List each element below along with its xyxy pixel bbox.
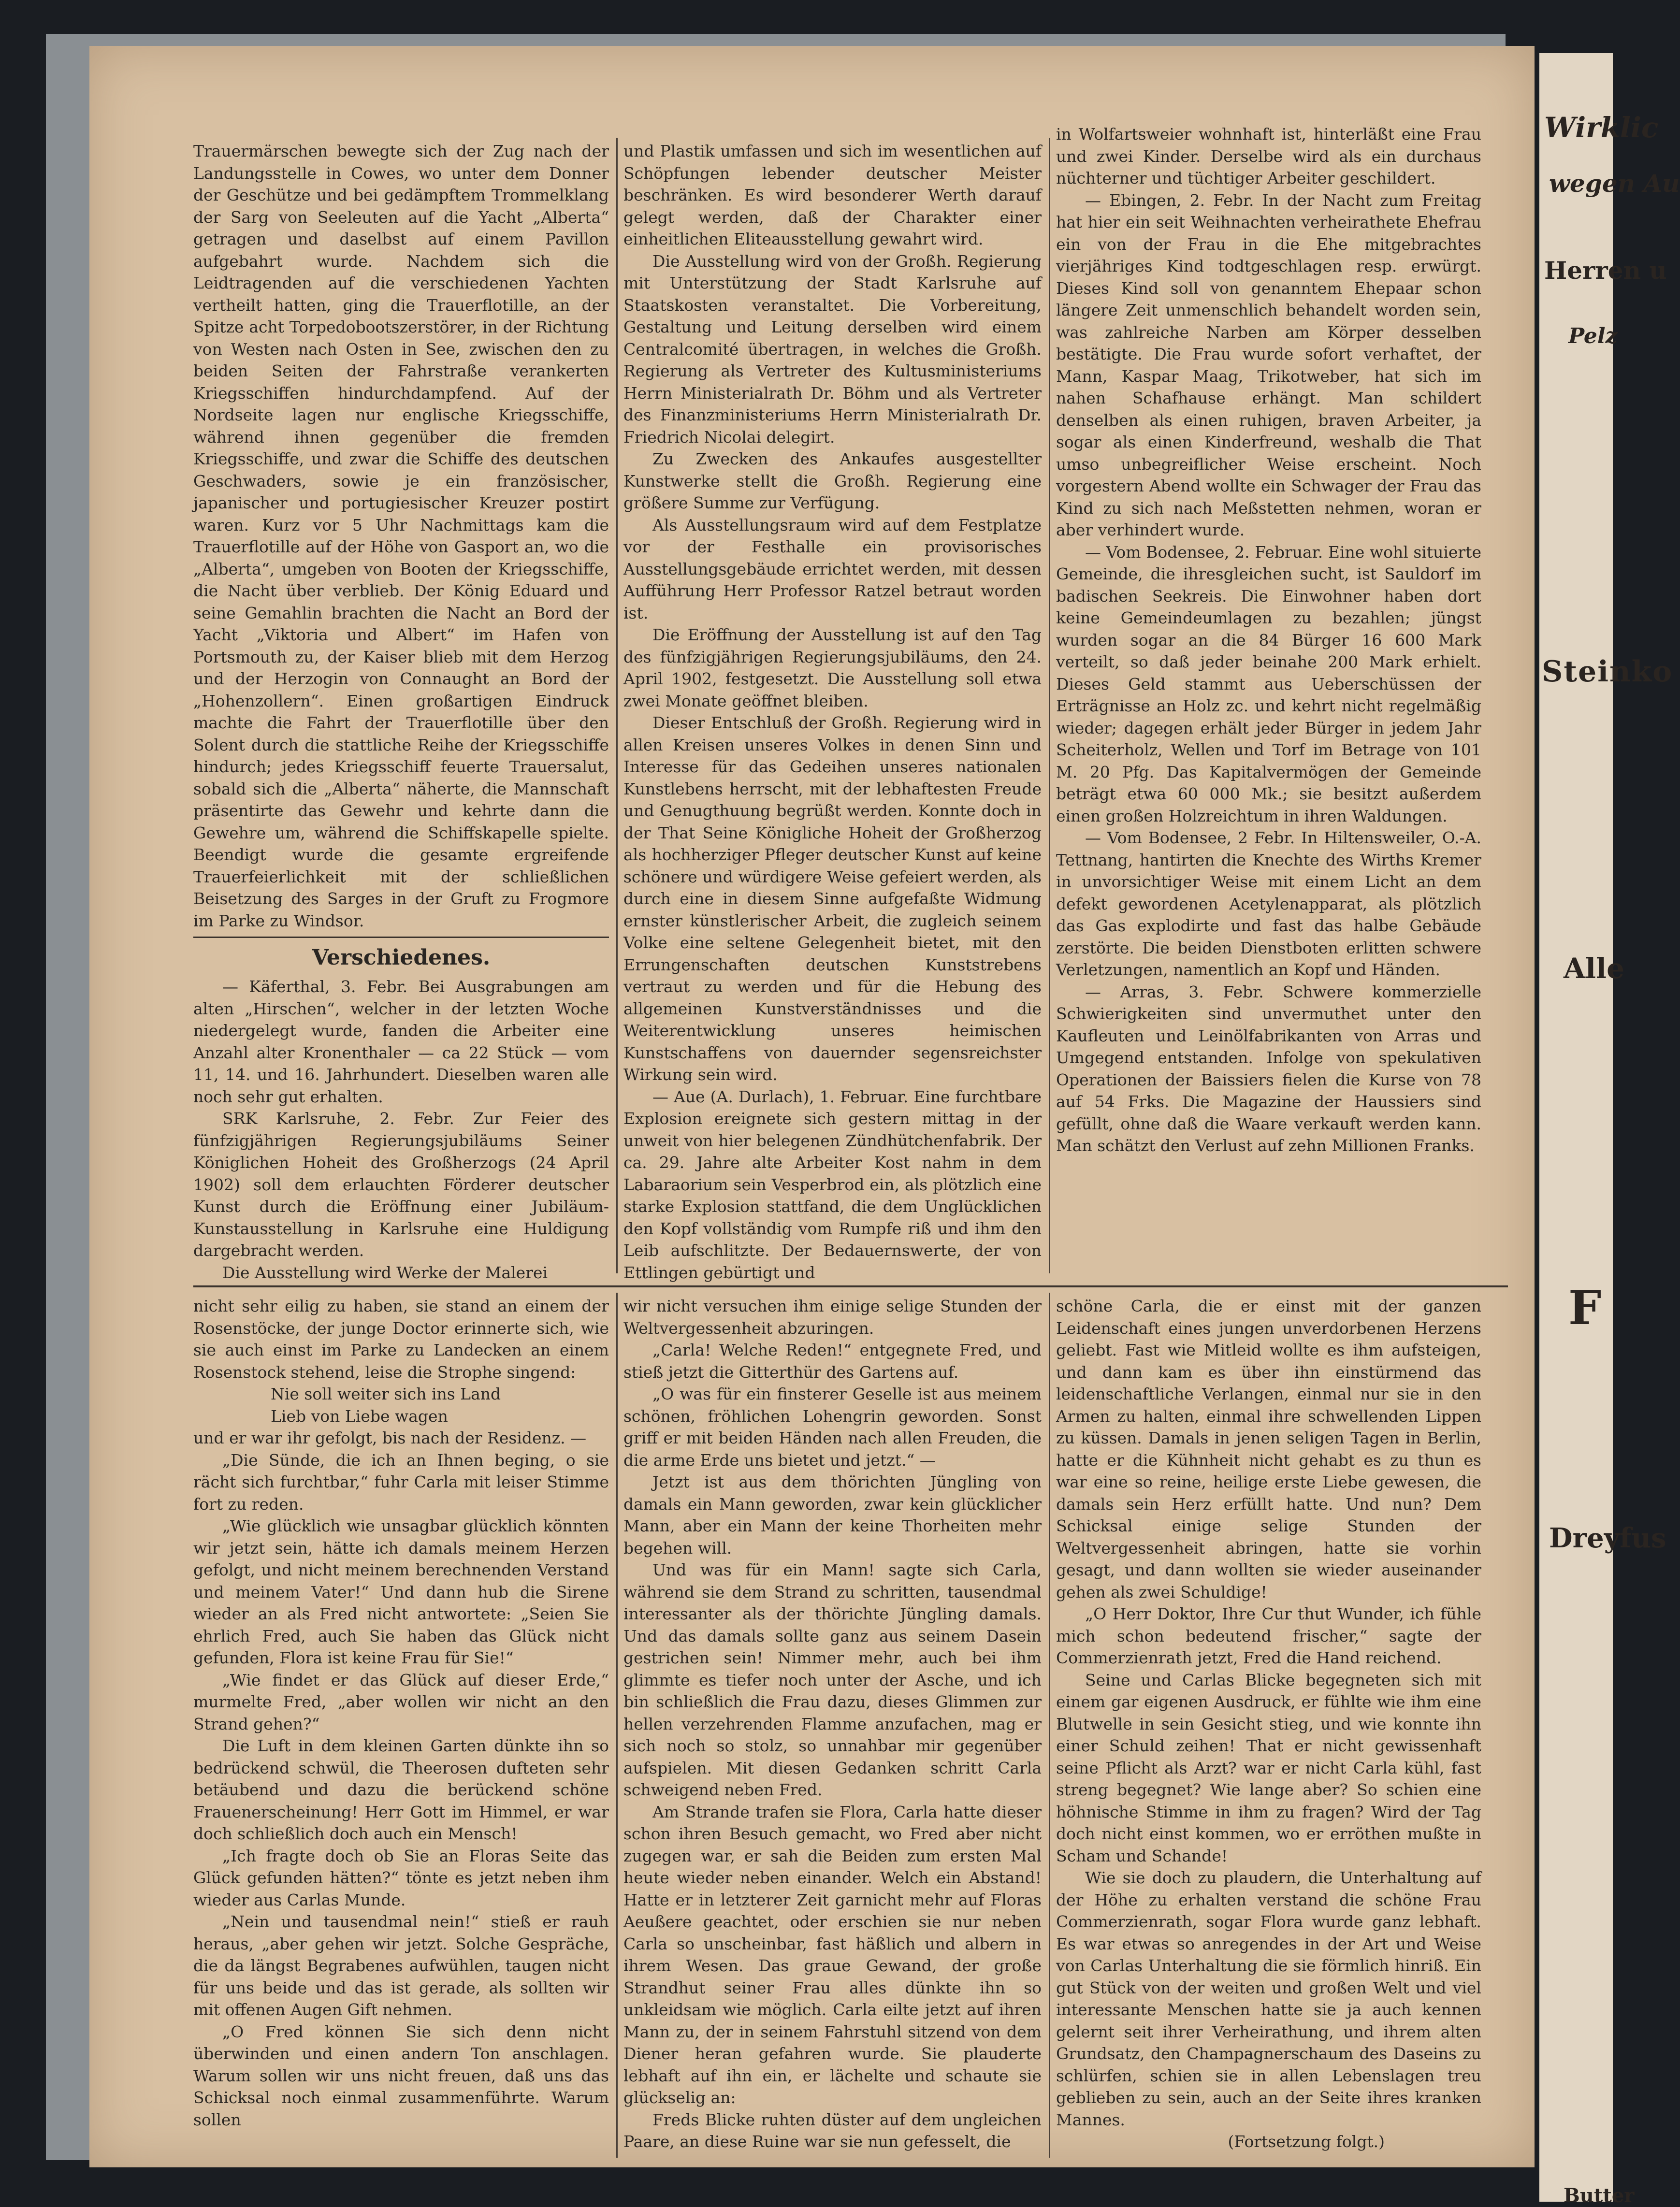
story-paragraph: und er war ihr gefolgt, bis nach der Residenz. — — [193, 1428, 587, 1447]
section-divider — [193, 1285, 1508, 1287]
article-paragraph: — Vom Bodensee, 2 Febr. In Hiltensweiler, O.-A. Tettnang, hantirten die Knechte des Wirths Kremer in unvorsichtiger Weise mit einem Licht an dem defekt gewordenen Acetylenapparat, als plötzlich das Gas explodirte und fast das halbe Gebäude zerstörte. Die beiden Dienstboten erlitten schwere Verletzungen, namentlich an Kopf und Händen. — [1056, 828, 1481, 979]
column-rule-top-2 — [1049, 138, 1050, 1273]
column-rule-top-1 — [616, 138, 618, 1273]
ad-fragment: F — [1568, 1281, 1602, 1335]
article-paragraph: — Käferthal, 3. Febr. Bei Ausgrabungen am alten „Hirschen“, welcher in der letzten Woche niedergelegt wurde, fanden die Arbeiter eine Anzahl alter Kronenthaler — ca 22 Stück — vom 11, 14. und 16. Jahrhundert. Dieselben waren alle noch sehr gut erhalten. — [193, 977, 609, 1106]
section-separator — [193, 937, 609, 938]
article-paragraph: und Plastik umfassen und sich im wesentlichen auf Schöpfungen lebender deutscher Meister beschränken. Es wird besonderer Werth darauf gelegt werden, daß der Charakter einer einheitlichen Eliteausstellung gewahrt wird. — [623, 142, 1042, 248]
article-paragraph: Als Ausstellungsraum wird auf dem Festplatze vor der Festhalle ein provisorisches Ausstellungsgebäude errichtet werden, mit dessen Aufführung Herr Professor Ratzel betraut worden ist. — [623, 515, 1042, 622]
bottom-column-1 — [193, 1295, 609, 2160]
article-paragraph: — Arras, 3. Febr. Schwere kommerzielle Schwierigkeiten sind unvermuthet unter den Kaufleuten und Leinölfabrikanten von Arras und Umgegend entstanden. Infolge von spekulativen Operationen der Baissiers fielen die Kurse von 78 auf 54 Frks. Die Magazine der Haussiers sind gefüllt, ohne daß die Waare verkauft werden kann. Man schätzt den Verlust auf zehn Millionen Franks. — [1056, 982, 1481, 1155]
article-paragraph: in Wolfartsweier wohnhaft ist, hinterläßt eine Frau und zwei Kinder. Derselbe wird als ein durchaus nüchterner und tüchtiger Arbeiter geschildert. — [1056, 125, 1481, 188]
column-rule-bottom-1 — [616, 1293, 618, 2158]
ad-fragment: Alle — [1564, 952, 1624, 985]
ad-fragment: Butter — [1564, 2184, 1635, 2207]
story-paragraph: Wie sie doch zu plaudern, die Unterhaltung auf der Höhe zu erhalten verstand die schöne Frau Commerzienrath, sogar Flora wurde ganz lebhaft. Es war etwas so anregendes in der Art und Weise von Carlas Unterhaltung die sie förmlich hinriß. Ein gut Stück von der weiten und großen Welt und viel interessante Menschen hatte sie ja auch kennen gelernt seit ihrer Verheirathung, und ihrem alten Grundsatz, den Champagnerschaum des Daseins zu schlürfen, schien sie in allen Lebenslagen treu geblieben zu sein, auch an der Seite ihres kranken Mannes. — [1056, 1868, 1481, 2129]
article-paragraph: — Vom Bodensee, 2. Februar. Eine wohl situierte Gemeinde, die ihresgleichen sucht, ist Sauldorf im badischen Seekreis. Die Einwohner haben dort keine Gemeindeumlagen zu bezahlen; jüngst wurden sogar an die 84 Bürger 16 600 Mark verteilt, so daß jeder beinahe 200 Mark erhielt. Dieses Geld stammt aus Ueberschüssen der Erträgnisse an Holz zc. und kehrt nicht regelmäßig wieder; dagegen erhält jeder Bürger in jedem Jahr Scheiterholz, Wellen und Torf im Betrage von 101 M. 20 Pfg. Das Kapitalvermögen der Gemeinde beträgt etwa 60 000 Mk.; sie besitzt außerdem einen großen Holzreichtum in ihren Waldungen. — [1056, 542, 1481, 825]
story-paragraph: Die Luft in dem kleinen Garten dünkte ihn so bedrückend schwül, die Theerosen dufteten sehr betäubend und dazu die berückend schöne Frauenerscheinung! Herr Gott im Himmel, er war doch schließlich doch auch ein Mensch! — [193, 1736, 609, 1843]
verse-line: Lieb von Liebe wagen — [271, 1406, 448, 1426]
story-paragraph: „O Herr Doktor, Ihre Cur thut Wunder, ich fühle mich schon bedeutend frischer,“ sagte der Commerzienrath jetzt, Fred die Hand reichend. — [1056, 1604, 1481, 1667]
ad-fragment: Herren u — [1544, 256, 1667, 285]
top-column-3 — [1056, 123, 1481, 1278]
story-paragraph: schöne Carla, die er einst mit der ganzen Leidenschaft eines jungen unverdorbenen Herzens geliebt. Fast wie Mitleid wollte es ihm aufsteigen, und dann kam es über ihn einstürmend das leidenschaftliche Verlangen, einmal nur sie in den Armen zu halten, einmal ihre schwellenden Lippen zu küssen. Damals in jenen seligen Tagen in Berlin, hatte er die Kühnheit nicht gehabt es zu thun es war eine so reine, heilige erste Liebe gewesen, die damals sein Herz erfüllt hatte. Und nun? Dem Schicksal einige selige Stunden der Weltvergessenheit abringen, hatte sie vorhin gesagt, und dann wollten sie wieder auseinander gehen als zwei Schuldige! — [1056, 1297, 1481, 1601]
story-paragraph: Am Strande trafen sie Flora, Carla hatte dieser schon ihren Besuch gemacht, wo Fred aber nicht zugegen war, er sah die Beiden zum ersten Mal heute wieder neben einander. Welch ein Abstand! Hatte er in letzterer Zeit garnicht mehr auf Floras Aeußere geachtet, oder erschien sie nur neben Carla so unscheinbar, fast häßlich und albern in ihrem Wesen. Das graue Gewand, der große Strandhut seiner Frau alles dünkte ihn so unkleidsam wie möglich. Carla eilte jetzt auf ihren Mann zu, der in seinem Fahrstuhl sitzend von dem Diener heran gefahren wurde. Sie plauderte lebhaft auf ihn ein, er lächelte und schaute sie glückselig an: — [623, 1802, 1042, 2107]
top-column-1 — [193, 140, 609, 1281]
story-paragraph: „Ich fragte doch ob Sie an Floras Seite das Glück gefunden hätten?“ tönte es jetzt neben ihm wieder aus Carlas Munde. — [193, 1846, 609, 1909]
story-paragraph: „O Fred können Sie sich denn nicht überwinden und einen andern Ton anschlagen. Warum sollen wir uns nicht freuen, daß uns das Schicksal noch einmal zusammenführte. Warum sollen — [193, 2022, 609, 2129]
ad-fragment: Dreyfus — [1549, 1522, 1666, 1554]
bottom-column-3 — [1056, 1295, 1481, 2160]
story-paragraph: „O was für ein finsterer Geselle ist aus meinem schönen, fröhlichen Lohengrin geworden. Sonst griff er mit beiden Händen nach allen Freuden, die die arme Erde uns bietet und jetzt.“ — — [623, 1385, 1042, 1470]
story-paragraph: „Wie glücklich wie unsagbar glücklich könnten wir jetzt sein, hätte ich damals meinem Herzen gefolgt, und nicht meinem berechnenden Verstand und meinem Vater!“ Und dann hub die Sirene wieder an als Fred nicht antwortete: „Seien Sie ehrlich Fred, auch Sie haben das Glück nicht gefunden, Flora ist keine Frau für Sie!“ — [193, 1516, 609, 1667]
story-paragraph: nicht sehr eilig zu haben, sie stand an einem der Rosenstöcke, der junge Doctor erinnerte sich, wie sie auch einst im Parke zu Landecken an einem Rosenstock stehend, leise die Strophe singend: — [193, 1297, 609, 1382]
top-column-2 — [623, 140, 1042, 1281]
story-paragraph: Seine und Carlas Blicke begegneten sich mit einem gar eigenen Ausdruck, er fühlte wie ihm eine Blutwelle in sein Gesicht stieg, und wie konnte ihn einer Schuld zeihen! That er nicht gewissenhaft seine Pflicht als Arzt? war er nicht Carla kühl, fast streng begegnet? Wie lange aber? So schien eine höhnische Stimme in ihm zu fragen? Wird der Tag doch nicht einst kommen, wo er erröthen mußte in Scham und Schande! — [1056, 1670, 1481, 1865]
article-paragraph: Dieser Entschluß der Großh. Regierung wird in allen Kreisen unseres Volkes in denen Sinn und Interesse für das Gedeihen unseres nationalen Kunstlebens herrscht, mit der lebhaftesten Freude und Genugthuung begrüßt werden. Konnte doch in der That Seine Königliche Hoheit der Großherzog als hochherziger Pfleger deutscher Kunst auf keine schönere und würdigere Weise gefeiert werden, als durch eine in diesem Sinne aufgefaßte Widmung ernster künstlerischer Arbeit, die zugleich seinem Volke eine seltene Gelegenheit bietet, mit den Errungenschaften deutschen Kunststrebens vertraut zu werden und für die Hebung des allgemeinen Kunstverständnisses und die Weiterentwicklung unseres heimischen Kunstschaffens von dauernder segensreichster Wirkung sein wird. — [623, 713, 1042, 1084]
story-paragraph: „Nein und tausendmal nein!“ stieß er rauh heraus, „aber gehen wir jetzt. Solche Gespräche, die da längst Begrabenes aufwühlen, taugen nicht für uns beide und das ist gerade, als sollten wir mit offenen Augen Gift nehmen. — [193, 1912, 609, 2019]
story-paragraph: „Die Sünde, die ich an Ihnen beging, o sie rächt sich furchtbar,“ fuhr Carla mit leiser Stimme fort zu reden. — [193, 1450, 609, 1514]
article-paragraph: — Aue (A. Durlach), 1. Februar. Eine furchtbare Explosion ereignete sich gestern mittag in der unweit von hier belegenen Zündhütchenfabrik. Der ca. 29. Jahre alte Arbeiter Kost nahm in dem Labaraorium sein Vesperbrod ein, als plötzlich eine starke Explosion stattfand, die dem Unglücklichen den Kopf vollständig vom Rumpfe riß und ihm den Leib aufschlitzte. Der Bedauernswerte, der von Ettlingen gebürtigt und — [623, 1087, 1042, 1282]
heading-verschiedenes: Verschiedenes. — [312, 945, 491, 970]
story-paragraph: „Wie findet er das Glück auf dieser Erde,“ murmelte Fred, „aber wollen wir nicht an den Strand gehen?“ — [193, 1670, 609, 1733]
adjacent-page-fragment — [1539, 53, 1680, 2207]
column-rule-bottom-2 — [1049, 1293, 1050, 2158]
story-paragraph: „Carla! Welche Reden!“ entgegnete Fred, und stieß jetzt die Gitterthür des Gartens auf. — [623, 1341, 1042, 1382]
ad-fragment: Wirklic — [1544, 111, 1659, 144]
continuation-note: (Fortsetzung folgt.) — [1228, 2132, 1385, 2151]
verse-line: Nie soll weiter sich ins Land — [271, 1385, 501, 1403]
story-paragraph: Freds Blicke ruhten düster auf dem ungleichen Paare, an diese Ruine war sie nun gefesselt, die — [623, 2110, 1042, 2151]
article-paragraph: Die Ausstellung wird Werke der Malerei — [222, 1263, 548, 1282]
article-paragraph: Trauermärschen bewegte sich der Zug nach der Landungsstelle in Cowes, wo unter dem Donner der Geschütze und bei gedämpftem Trommelklang der Sarg von Seeleuten auf die Yacht „Alberta“ getragen und daselbst auf einem Pavillon aufgebahrt wurde. Nachdem sich die Leidtragenden auf die verschiedenen Yachten vertheilt hatten, ging die Trauerflotille, an der Spitze acht Torpedobootszerstörer, in der Richtung von Westen nach Osten in See, zwischen den zu beiden Seiten der Fahrstraße verankerten Kriegsschiffen hindurchdampfend. Auf der Nordseite lagen nur englische Kriegsschiffe, während ihnen gegenüber die fremden Kriegsschiffe, und zwar die Schiffe des deutschen Geschwaders, sowie je ein französischer, japanischer und portugiesischer Kreuzer postirt waren. Kurz vor 5 Uhr Nachmittags kam die Trauerflotille auf der Höhe von Gasport an, wo die „Alberta“, umgeben von Booten der Kriegsschiffe, die Nacht über verblieb. Der König Eduard und seine Gemahlin brachten die Nacht an Bord der Yacht „Viktoria und Albert“ im Hafen von Portsmouth zu, der Kaiser blieb mit dem Herzog und der Herzogin von Connaught an Bord der „Hohenzollern“. Einen großartigen Eindruck machte die Fahrt der Trauerflotille über den Solent durch die stattliche Reihe der Kriegsschiffe hindurch; jedes Kriegsschiff feuerte Trauersalut, sobald sich die „Alberta“ näherte, die Mannschaft präsentirte das Gewehr und kehrte dann die Gewehre um, während die Schiffskapelle spielte. Beendigt wurde die gesamte ergreifende Trauerfeierlichkeit mit der schließlichen Beisetzung des Sarges in der Gruft zu Frogmore im Parke zu Windsor. — [193, 142, 609, 930]
story-paragraph: wir nicht versuchen ihm einige selige Stunden der Weltvergessenheit abzuringen. — [623, 1297, 1042, 1338]
bottom-column-2 — [623, 1295, 1042, 2160]
ad-fragment: Pelz — [1568, 324, 1618, 348]
article-paragraph: Die Eröffnung der Ausstellung ist auf den Tag des fünfzigjährigen Regierungsjubiläums, den 24. April 1902, festgesetzt. Die Ausstellung soll etwa zwei Monate geöffnet bleiben. — [623, 625, 1042, 710]
story-paragraph: Jetzt ist aus dem thörichten Jüngling von damals ein Mann geworden, zwar kein glücklicher Mann, aber ein Mann der keine Thorheiten mehr begehen will. — [623, 1472, 1042, 1558]
ad-fragment: Steinko — [1542, 655, 1673, 689]
article-paragraph: — Ebingen, 2. Febr. In der Nacht zum Freitag hat hier ein seit Weihnachten verheirathete Ehefrau ein von der Frau in die Ehe mitgebrachtes vierjähriges Kind todtgeschlagen resp. erwürgt. Dieses Kind soll von genanntem Ehepaar schon längere Zeit unmenschlich behandelt worden sein, was zahlreiche Narben am Körper desselben bestätigte. Die Frau wurde sofort verhaftet, der Mann, Kaspar Maag, Trikotweber, hat sich im nahen Schafhause erhängt. Man schildert denselben als einen ruhigen, braven Arbeiter, ja sogar als einen Kinderfreund, weshalb die That umso unbegreiflicher Weise erscheint. Noch vorgestern Abend wollte ein Schwager der Frau das Kind zu sich nach Meßstetten nehmen, woran er aber verhindert wurde. — [1056, 190, 1481, 539]
article-paragraph: Die Ausstellung wird von der Großh. Regierung mit Unterstützung der Stadt Karlsruhe auf Staatskosten veranstaltet. Die Vorbereitung, Gestaltung und Leitung derselben wird einem Centralcomité übertragen, in welches die Großh. Regierung als Vertreter des Kultusministeriums Herrn Ministerialrath Dr. Böhm und als Vertreter des Finanzministeriums Herrn Ministerialrath Dr. Friedrich Nicolai delegirt. — [623, 251, 1042, 447]
article-paragraph: SRK Karlsruhe, 2. Febr. Zur Feier des fünfzigjährigen Regierungsjubiläums Seiner Königlichen Hoheit des Großherzogs (24 April 1902) soll dem erlauchten Förderer deutscher Kunst durch die Eröffnung einer Jubiläum-Kunstausstellung in Karlsruhe eine Huldigung dargebracht werden. — [193, 1109, 609, 1260]
ad-fragment: wegen Au — [1549, 169, 1680, 198]
newspaper-page — [89, 46, 1535, 2167]
story-paragraph: Und was für ein Mann! sagte sich Carla, während sie dem Strand zu schritten, tausendmal interessanter als der thörichte Jüngling damals. Und das damals sollte ganz aus seinem Dasein gestrichen sein! Nimmer mehr, auch bei ihm glimmte es tiefer noch unter der Asche, und ich bin schließlich die Frau dazu, dieses Glimmen zur hellen verzehrenden Flamme anzufachen, mag er sich noch so stolz, so unnahbar mir gegenüber aufspielen. Mit diesen Gedanken schritt Carla schweigend neben Fred. — [623, 1560, 1042, 1799]
article-paragraph: Zu Zwecken des Ankaufes ausgestellter Kunstwerke stellt die Großh. Regierung eine größere Summe zur Verfügung. — [623, 449, 1042, 512]
